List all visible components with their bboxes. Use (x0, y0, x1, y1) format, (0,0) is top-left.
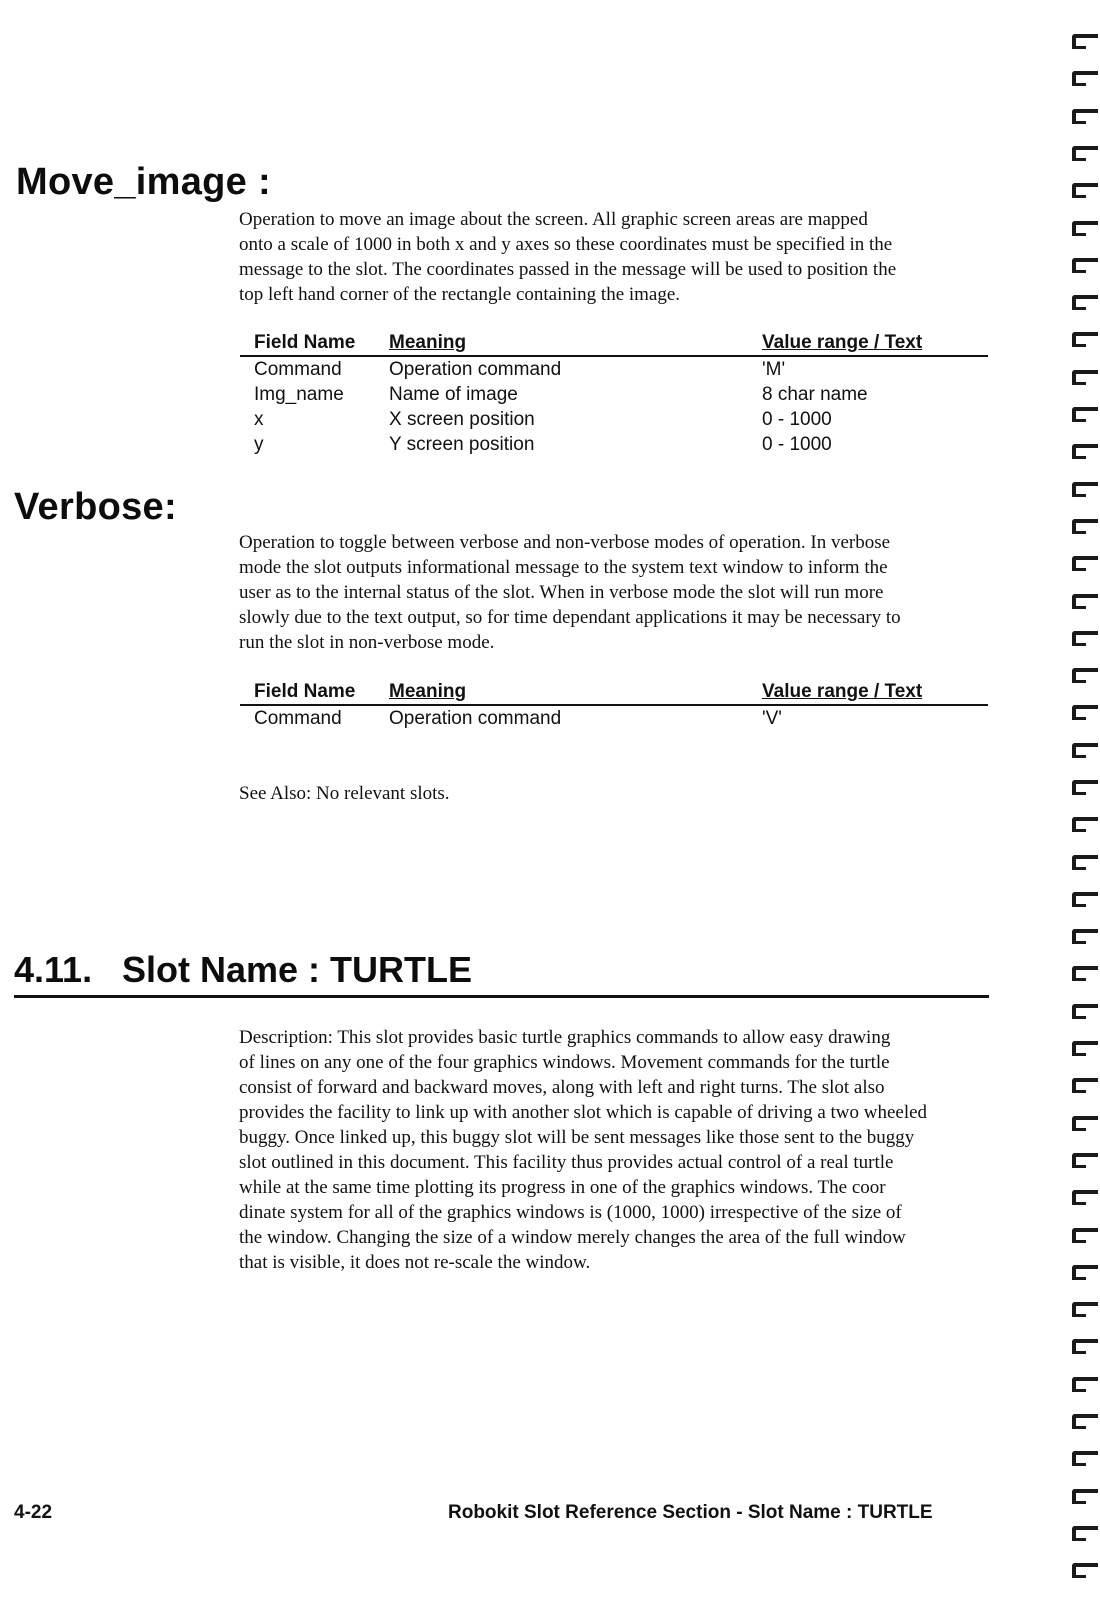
table-cell: 'V' (762, 708, 782, 729)
binding-coil (1072, 929, 1098, 943)
verbose-description (239, 530, 999, 655)
table-row (240, 407, 988, 432)
header-meaning: Meaning (389, 681, 467, 702)
table-cell: Operation command (389, 359, 562, 380)
binding-coil (1072, 1265, 1098, 1279)
paragraph-line: provides the facility to link up with another slot which is capable of driving a two wheeled (239, 1102, 928, 1123)
binding-coil (1072, 594, 1098, 608)
paragraph-line: Operation to move an image about the screen. All graphic screen areas are mapped (239, 209, 868, 230)
binding-coil (1072, 1078, 1098, 1092)
table-cell: Command (254, 359, 342, 380)
binding-coil (1072, 295, 1098, 309)
move-image-field-table (240, 330, 988, 457)
paragraph-line: dinate system for all of the graphics windows is (1000, 1000) irrespective of the size of (239, 1202, 902, 1223)
paragraph-line: consist of forward and backward moves, along with left and right turns. The slot also (239, 1077, 885, 1098)
binding-coil (1072, 668, 1098, 682)
section-number: 4.11. (14, 949, 93, 990)
table-row (240, 432, 988, 457)
binding-coil (1072, 556, 1098, 570)
binding-coil (1072, 1302, 1098, 1316)
spiral-binding (1068, 0, 1100, 1614)
move-image-heading: Move_image : (16, 161, 271, 203)
binding-coil (1072, 482, 1098, 496)
binding-coil (1072, 332, 1098, 346)
binding-coil (1072, 705, 1098, 719)
paragraph-line: message to the slot. The coordinates passed in the message will be used to position the (239, 259, 897, 280)
binding-coil (1072, 444, 1098, 458)
binding-coil (1072, 817, 1098, 831)
paragraph-line: Description: This slot provides basic turtle graphics commands to allow easy drawing (239, 1027, 891, 1048)
binding-coil (1072, 109, 1098, 123)
header-meaning: Meaning (389, 332, 467, 353)
binding-coil (1072, 1526, 1098, 1540)
binding-coil (1072, 1377, 1098, 1391)
paragraph-line: the window. Changing the size of a window merely changes the area of the full window (239, 1227, 906, 1248)
header-field-name: Field Name (254, 332, 356, 353)
move-image-description (239, 207, 999, 307)
see-also-note: See Also: No relevant slots. (239, 783, 450, 804)
table-cell: X screen position (389, 409, 535, 430)
paragraph-line: of lines on any one of the four graphics windows. Movement commands for the turtle (239, 1052, 890, 1073)
binding-coil (1072, 407, 1098, 421)
paragraph-line: slot outlined in this document. This facility thus provides actual control of a real turtle (239, 1152, 894, 1173)
binding-coil (1072, 631, 1098, 645)
header-field-name: Field Name (254, 681, 356, 702)
table-cell: Y screen position (389, 434, 535, 455)
binding-coil (1072, 1004, 1098, 1018)
binding-coil (1072, 71, 1098, 85)
binding-coil (1072, 743, 1098, 757)
binding-coil (1072, 1190, 1098, 1204)
section-title (14, 949, 989, 998)
binding-coil (1072, 1041, 1098, 1055)
paragraph-line: user as to the internal status of the slot. When in verbose mode the slot will run more (239, 582, 884, 603)
table-cell: Name of image (389, 384, 518, 405)
table-cell: y (254, 434, 264, 455)
table-header-row (240, 679, 988, 706)
binding-coil (1072, 1116, 1098, 1130)
binding-coil (1072, 146, 1098, 160)
paragraph-line: while at the same time plotting its progress in one of the graphics windows. The coor (239, 1177, 886, 1198)
binding-coil (1072, 1414, 1098, 1428)
table-cell: Operation command (389, 708, 562, 729)
table-cell: 'M' (762, 359, 786, 380)
table-cell: x (254, 409, 264, 430)
binding-coil (1072, 519, 1098, 533)
binding-coil (1072, 966, 1098, 980)
table-row (240, 706, 988, 731)
header-value-range: Value range / Text (762, 332, 923, 353)
binding-coil (1072, 1489, 1098, 1503)
binding-coil (1072, 1563, 1098, 1577)
binding-coil (1072, 183, 1098, 197)
paragraph-line: Operation to toggle between verbose and non-verbose modes of operation. In verbose (239, 532, 891, 553)
running-footer-title: Robokit Slot Reference Section - Slot Name : TURTLE (448, 1502, 933, 1523)
paragraph-line: run the slot in non-verbose mode. (239, 632, 495, 653)
binding-coil (1072, 1153, 1098, 1167)
table-row (240, 357, 988, 382)
binding-coil (1072, 221, 1098, 235)
binding-coil (1072, 1451, 1098, 1465)
binding-coil (1072, 34, 1098, 48)
section-name: Slot Name : TURTLE (122, 949, 473, 990)
turtle-description (239, 1025, 999, 1275)
binding-coil (1072, 1228, 1098, 1242)
binding-coil (1072, 258, 1098, 272)
table-cell: Img_name (254, 384, 344, 405)
table-row (240, 382, 988, 407)
binding-coil (1072, 780, 1098, 794)
table-cell: 0 - 1000 (762, 434, 832, 455)
paragraph-line: top left hand corner of the rectangle containing the image. (239, 284, 681, 305)
table-header-row (240, 330, 988, 357)
table-cell: 0 - 1000 (762, 409, 832, 430)
binding-coil (1072, 892, 1098, 906)
page-number: 4-22 (14, 1502, 53, 1523)
verbose-field-table (240, 679, 988, 731)
paragraph-line: buggy. Once linked up, this buggy slot will be sent messages like those sent to the buggy (239, 1127, 915, 1148)
table-cell: 8 char name (762, 384, 868, 405)
verbose-heading: Verbose: (14, 486, 177, 528)
paragraph-line: mode the slot outputs informational message to the system text window to inform the (239, 557, 888, 578)
paragraph-line: that is visible, it does not re-scale the window. (239, 1252, 591, 1273)
table-cell: Command (254, 708, 342, 729)
binding-coil (1072, 855, 1098, 869)
header-value-range: Value range / Text (762, 681, 923, 702)
paragraph-line: slowly due to the text output, so for time dependant applications it may be necessary to (239, 607, 901, 628)
binding-coil (1072, 1339, 1098, 1353)
paragraph-line: onto a scale of 1000 in both x and y axes so these coordinates must be specified in the (239, 234, 893, 255)
binding-coil (1072, 370, 1098, 384)
